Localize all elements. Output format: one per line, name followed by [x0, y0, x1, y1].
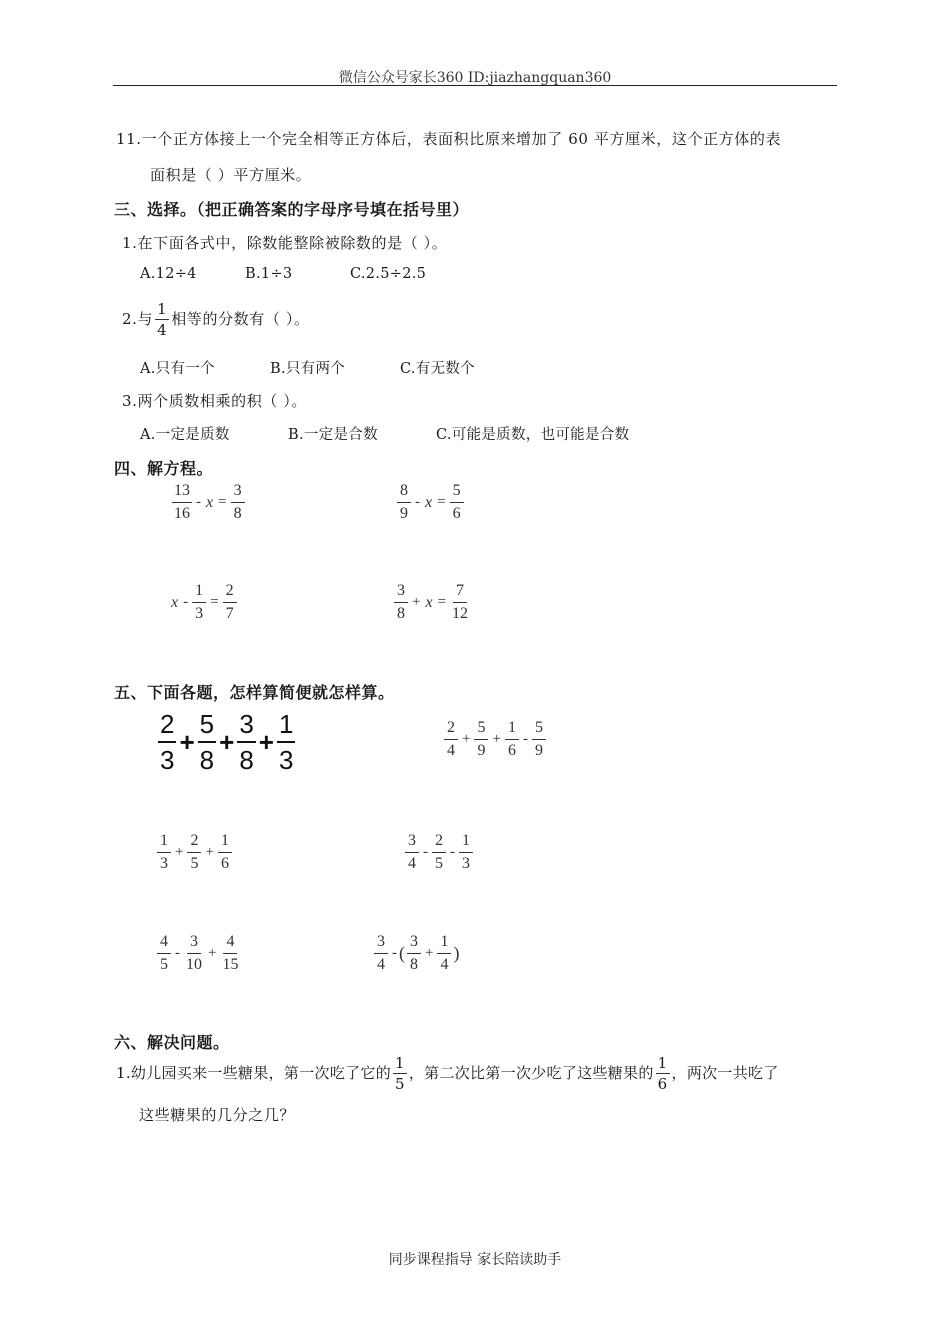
e2-frac-3	[505, 720, 519, 759]
e6-op-2: +	[425, 945, 434, 961]
e6-f2-num: 3	[407, 934, 421, 954]
e4-f2-num: 2	[432, 833, 446, 853]
e1-f1-den: 3	[160, 745, 175, 775]
e5-f1-num: 4	[157, 934, 171, 954]
e5-f2-num: 3	[187, 934, 201, 954]
eq1-var: x	[206, 493, 214, 511]
s6-q1-f2-num: 1	[657, 1054, 668, 1072]
e2-f1-den: 4	[447, 742, 455, 759]
eq4-b-den: 12	[452, 605, 469, 622]
eq2-var: x	[425, 493, 433, 511]
e2-frac-4	[532, 720, 546, 759]
expr-5	[155, 934, 242, 973]
eq3-var: x	[171, 593, 179, 611]
e1-f2-den: 8	[199, 745, 215, 775]
s3-q1-option-a: A.12÷4	[140, 266, 197, 282]
s6-q1-f1-num: 1	[395, 1054, 405, 1072]
e3-op-2: +	[205, 844, 214, 860]
e4-f2-den: 5	[435, 855, 443, 872]
eq4-op: +	[412, 594, 421, 610]
e2-f1-num: 2	[444, 720, 458, 740]
s3-q1-option-b: B.1÷3	[245, 266, 293, 282]
equation-4	[392, 583, 472, 622]
s3-q2-option-c: C.有无数个	[400, 361, 475, 377]
e3-frac-2	[187, 833, 201, 872]
s3-q2-option-a: A.只有一个	[140, 361, 215, 377]
s3-q2-options	[140, 357, 475, 378]
s3-q2-text	[122, 300, 310, 339]
e4-frac-3	[459, 833, 473, 872]
s3-q3-options	[140, 423, 629, 444]
equation-1	[170, 483, 247, 522]
s6-q1-frac-1	[393, 1056, 407, 1092]
e4-op-1: -	[423, 844, 428, 860]
eq1-frac-a	[172, 483, 192, 522]
q11-line1: 11.一个正方体接上一个完全相等正方体后，表面积比原来增加了 60 平方厘米，这个正方体的表	[116, 130, 782, 148]
e4-frac-1	[405, 833, 419, 872]
eq4-frac-b	[450, 583, 470, 622]
header-rule	[113, 85, 837, 86]
e1-frac-1	[158, 711, 176, 773]
s3-q1-text: 1.在下面各式中，除数能整除被除数的是（ ）。	[122, 234, 448, 252]
eq2-b-den: 6	[452, 505, 461, 522]
e1-op-1: +	[179, 726, 195, 757]
s3-q2-suffix: 相等的分数有（ ）。	[171, 309, 310, 328]
e6-frac-1	[374, 934, 388, 973]
s6-q1-f1-den: 5	[395, 1075, 405, 1093]
s6-q1-frac-2	[656, 1056, 670, 1092]
e2-f4-num: 5	[532, 720, 546, 740]
e3-f1-num: 1	[157, 833, 171, 853]
eq2-eq: =	[437, 494, 446, 510]
e2-f4-den: 9	[534, 742, 543, 759]
expr-4	[403, 833, 475, 872]
eq1-a-den: 16	[174, 505, 190, 522]
e6-f1-num: 3	[374, 934, 388, 954]
e1-f3-num: 3	[237, 711, 255, 743]
eq1-eq: =	[218, 494, 227, 510]
eq1-frac-b	[231, 483, 245, 522]
e6-f1-den: 4	[377, 956, 385, 973]
eq2-b-num: 5	[450, 483, 464, 503]
eq3-a-num: 1	[192, 583, 206, 603]
eq4-a-den: 8	[397, 605, 405, 622]
e6-f2-den: 8	[410, 956, 418, 973]
equation-2	[395, 483, 466, 522]
s3-q3-option-a: A.一定是质数	[140, 427, 230, 443]
s3-q3-option-c: C.可能是质数，也可能是合数	[436, 427, 630, 443]
s3-q3-option-b: B.一定是合数	[288, 427, 378, 443]
e5-f1-den: 5	[160, 956, 168, 973]
e5-frac-1	[157, 934, 171, 973]
e3-f1-den: 3	[160, 855, 168, 872]
e4-f1-num: 3	[405, 833, 419, 853]
e3-frac-3	[218, 833, 232, 872]
eq3-b-den: 7	[225, 605, 234, 622]
e2-op-2: +	[492, 731, 501, 747]
e2-f3-num: 1	[505, 720, 519, 740]
section3-title: 三、选择。（把正确答案的字母序号填在括号里）	[114, 200, 470, 219]
e3-f2-num: 2	[187, 833, 201, 853]
s6-q1-part3: ，两次一共吃了	[671, 1063, 779, 1082]
expr-6	[372, 934, 459, 973]
eq2-a-den: 9	[400, 505, 408, 522]
e4-f3-num: 1	[459, 833, 473, 853]
e6-f3-num: 1	[437, 934, 451, 954]
s3-q3-text: 3.两个质数相乘的积（ ）。	[122, 392, 307, 410]
eq1-a-num: 13	[172, 483, 192, 503]
e1-frac-2	[198, 711, 216, 773]
e6-op-1: -	[392, 945, 397, 961]
eq4-a-num: 3	[394, 583, 408, 603]
e1-op-3: +	[258, 726, 274, 757]
e2-op-3: -	[522, 731, 528, 747]
e2-op-1: +	[462, 731, 471, 747]
eq4-eq: =	[437, 594, 447, 610]
e1-f4-num: 1	[277, 711, 295, 743]
s3-q2-option-b: B.只有两个	[270, 361, 346, 377]
eq4-b-num: 7	[453, 583, 467, 603]
e1-frac-3	[237, 711, 255, 773]
e2-frac-1	[444, 720, 458, 759]
e5-f3-den: 15	[222, 956, 239, 973]
s3-q1-options	[140, 266, 426, 282]
s3-q2-den: 4	[157, 321, 168, 339]
section4-title: 四、解方程。	[114, 459, 214, 478]
s3-q2-num: 1	[157, 300, 168, 318]
e4-f1-den: 4	[408, 855, 416, 872]
page-header: 微信公众号家长360 ID:jiazhangquan360	[338, 70, 612, 86]
eq2-frac-a	[397, 483, 411, 522]
e6-frac-2	[407, 934, 421, 973]
e2-f2-den: 9	[477, 742, 486, 759]
eq2-a-num: 8	[397, 483, 411, 503]
s3-q1-option-c: C.2.5÷2.5	[350, 266, 427, 282]
eq3-a-den: 3	[195, 605, 204, 622]
eq3-eq: =	[210, 594, 219, 610]
expr-2	[442, 720, 548, 759]
s3-q2-prefix: 2.与	[122, 309, 154, 328]
e1-f4-den: 3	[278, 745, 294, 775]
e4-f3-den: 3	[462, 855, 470, 872]
e3-f2-den: 5	[190, 855, 199, 872]
eq1-b-den: 8	[233, 505, 242, 522]
e6-left-paren: (	[399, 943, 405, 963]
e2-frac-2	[474, 720, 488, 759]
e1-f3-den: 8	[239, 745, 254, 775]
e3-op-1: +	[175, 844, 184, 860]
s3-q2-fraction	[155, 302, 169, 338]
e3-frac-1	[157, 833, 171, 872]
eq4-frac-a	[394, 583, 408, 622]
e2-f2-num: 5	[474, 720, 488, 740]
e5-f2-den: 10	[186, 956, 202, 973]
e2-f3-den: 6	[507, 742, 516, 759]
eq3-frac-b	[223, 583, 237, 622]
e5-frac-3	[220, 934, 240, 973]
e5-op-2: +	[208, 945, 217, 961]
e4-frac-2	[432, 833, 446, 872]
e6-frac-3	[437, 934, 451, 973]
expr-3	[155, 833, 234, 872]
eq1-b-num: 3	[231, 483, 245, 503]
e1-f2-num: 5	[198, 711, 216, 743]
e3-f3-num: 1	[218, 833, 232, 853]
eq2-op: -	[415, 494, 420, 510]
expr-1	[156, 711, 297, 773]
eq3-b-num: 2	[223, 583, 237, 603]
eq4-var: x	[425, 593, 433, 611]
eq2-frac-b	[450, 483, 464, 522]
e6-f3-den: 4	[440, 956, 449, 973]
s6-q1-f2-den: 6	[657, 1075, 668, 1093]
page-footer: 同步课程指导 家长陪读助手	[388, 1252, 562, 1268]
e3-f3-den: 6	[220, 855, 229, 872]
e4-op-2: -	[450, 844, 455, 860]
e1-f1-num: 2	[158, 711, 176, 743]
equation-3	[168, 583, 239, 622]
e5-f3-num: 4	[223, 934, 237, 954]
e1-frac-4	[277, 711, 295, 773]
q11-line2: 面积是（ ）平方厘米。	[150, 166, 312, 184]
eq1-op: -	[196, 494, 201, 510]
s6-q1-part2: ，第二次比第一次少吃了这些糖果的	[408, 1063, 654, 1082]
eq3-op: -	[183, 594, 189, 610]
e1-op-2: +	[219, 726, 235, 757]
e5-op-1: -	[175, 945, 180, 961]
s6-q1-part1: 1.幼儿园买来一些糖果，第一次吃了它的	[116, 1063, 392, 1082]
e6-right-paren: )	[453, 943, 460, 963]
section5-title: 五、下面各题，怎样算简便就怎样算。	[114, 683, 395, 702]
eq3-frac-a	[192, 583, 206, 622]
section6-title: 六、解决问题。	[114, 1033, 230, 1052]
s6-q1-line2: 这些糖果的几分之几？	[139, 1106, 296, 1124]
e5-frac-2	[184, 934, 204, 973]
s6-q1-line1	[116, 1054, 779, 1093]
